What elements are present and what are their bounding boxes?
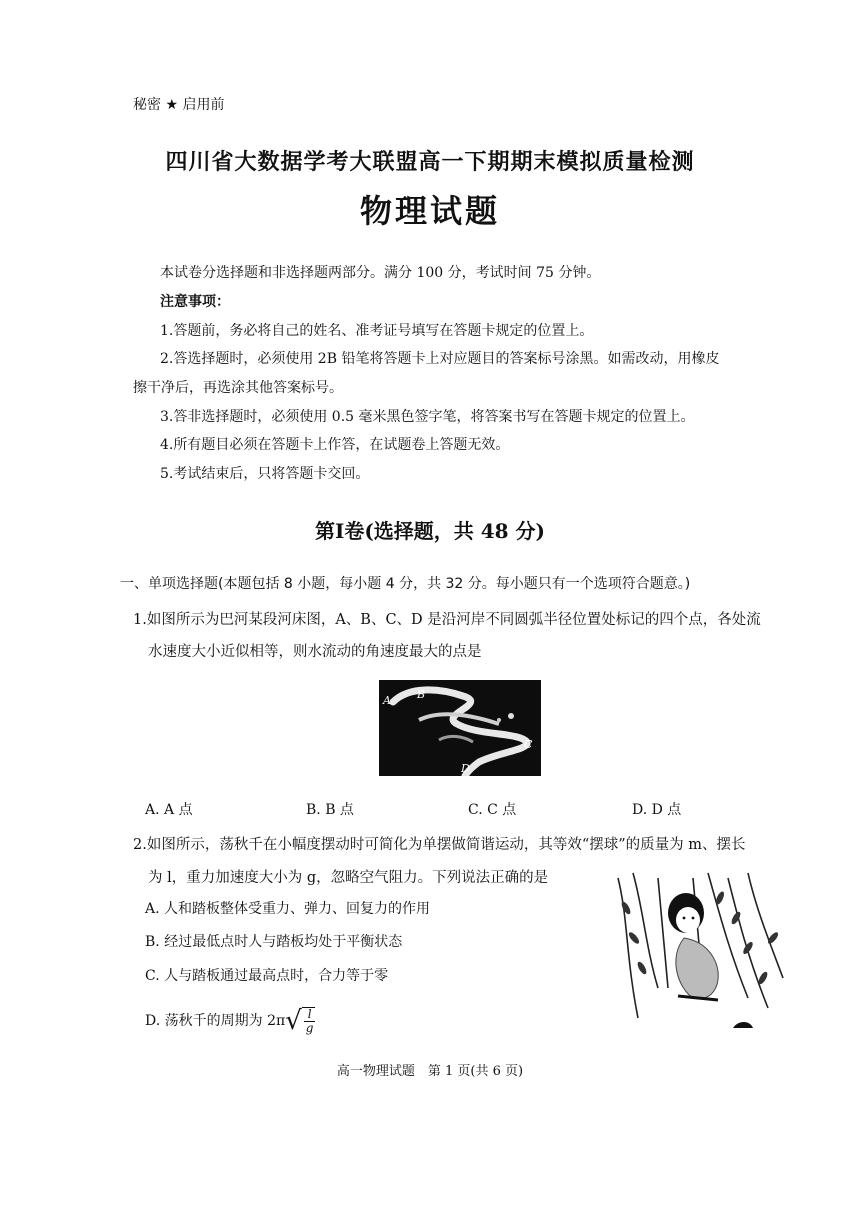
exam-title: 四川省大数据学考大联盟高一下期期末模拟质量检测 xyxy=(165,149,695,175)
question-2-option-b: B. 经过最低点时人与踏板均处于平衡状态 xyxy=(145,934,403,950)
question-2-option-d xyxy=(145,1006,315,1036)
question-2-option-c: C. 人与踏板通过最高点时，合力等于零 xyxy=(145,968,389,984)
label-b: B xyxy=(417,688,426,701)
option-d-text: D. 荡秋千的周期为 2π xyxy=(145,1013,286,1029)
question-2-line-2: 为 l，重力加速度大小为 g，忽略空气阻力。下列说法正确的是 xyxy=(148,870,549,886)
question-1-line-1: 1.如图所示为巴河某段河床图，A、B、C、D 是沿河岸不同圆弧半径位置处标记的四个点，各处流 xyxy=(133,612,761,628)
subject-title: 物理试题 xyxy=(359,192,500,230)
sqrt-body xyxy=(302,1007,316,1035)
note-2-line-1: 2.答选择题时，必须使用 2B 铅笔将答题卡上对应题目的答案标号涂黑。如需改动，用橡皮 xyxy=(160,351,720,367)
swing-drawing xyxy=(598,868,788,1048)
note-4: 4.所有题目必须在答题卡上作答，在试题卷上答题无效。 xyxy=(160,437,510,453)
fraction-numerator: l xyxy=(304,1008,316,1022)
radical-sign: √ xyxy=(285,1006,302,1036)
note-1: 1.答题前，务必将自己的姓名、准考证号填写在答题卡规定的位置上。 xyxy=(160,323,594,339)
note-5: 5.考试结束后，只将答题卡交回。 xyxy=(160,466,370,482)
label-d: D xyxy=(461,762,470,775)
question-2-line-1: 2.如图所示，荡秋千在小幅度摆动时可简化为单摆做简谐运动，其等效“摆球”的质量为 m、摆长 xyxy=(133,837,746,853)
label-c: C xyxy=(524,738,533,751)
label-a: A xyxy=(383,694,391,707)
question-2-option-a: A. 人和踏板整体受重力、弹力、回复力的作用 xyxy=(145,901,431,917)
part-heading: 一、单项选择题(本题包括 8 小题，每小题 4 分，共 32 分。每小题只有一个选项符合题意。) xyxy=(120,576,691,592)
exam-summary: 本试卷分选择题和非选择题两部分。满分 100 分，考试时间 75 分钟。 xyxy=(160,265,601,281)
fraction-denominator: g xyxy=(305,1021,314,1035)
period-fraction xyxy=(304,1008,316,1035)
note-3: 3.答非选择题时，必须使用 0.5 毫米黑色签字笔，将答案书写在答题卡规定的位置上。 xyxy=(160,409,695,425)
question-1-option-c: C. C 点 xyxy=(468,802,517,818)
river-drawing xyxy=(379,680,541,776)
question-1-option-a: A. A 点 xyxy=(145,802,193,818)
question-1-option-b: B. B 点 xyxy=(306,802,354,818)
section-title: 第Ⅰ卷(选择题，共 48 分) xyxy=(314,519,546,543)
question-1-option-d: D. D 点 xyxy=(632,802,682,818)
question-1-line-2: 水速度大小近似相等，则水流动的角速度最大的点是 xyxy=(148,644,482,660)
notes-heading: 注意事项： xyxy=(160,294,230,310)
confidential-mark: 秘密 ★ 启用前 xyxy=(133,97,225,113)
swing-illustration xyxy=(598,868,788,1048)
river-figure xyxy=(379,680,541,776)
note-2-line-2: 擦干净后，再选涂其他答案标号。 xyxy=(133,380,343,396)
page-footer: 高一物理试题 第 1 页(共 6 页) xyxy=(336,1064,524,1079)
